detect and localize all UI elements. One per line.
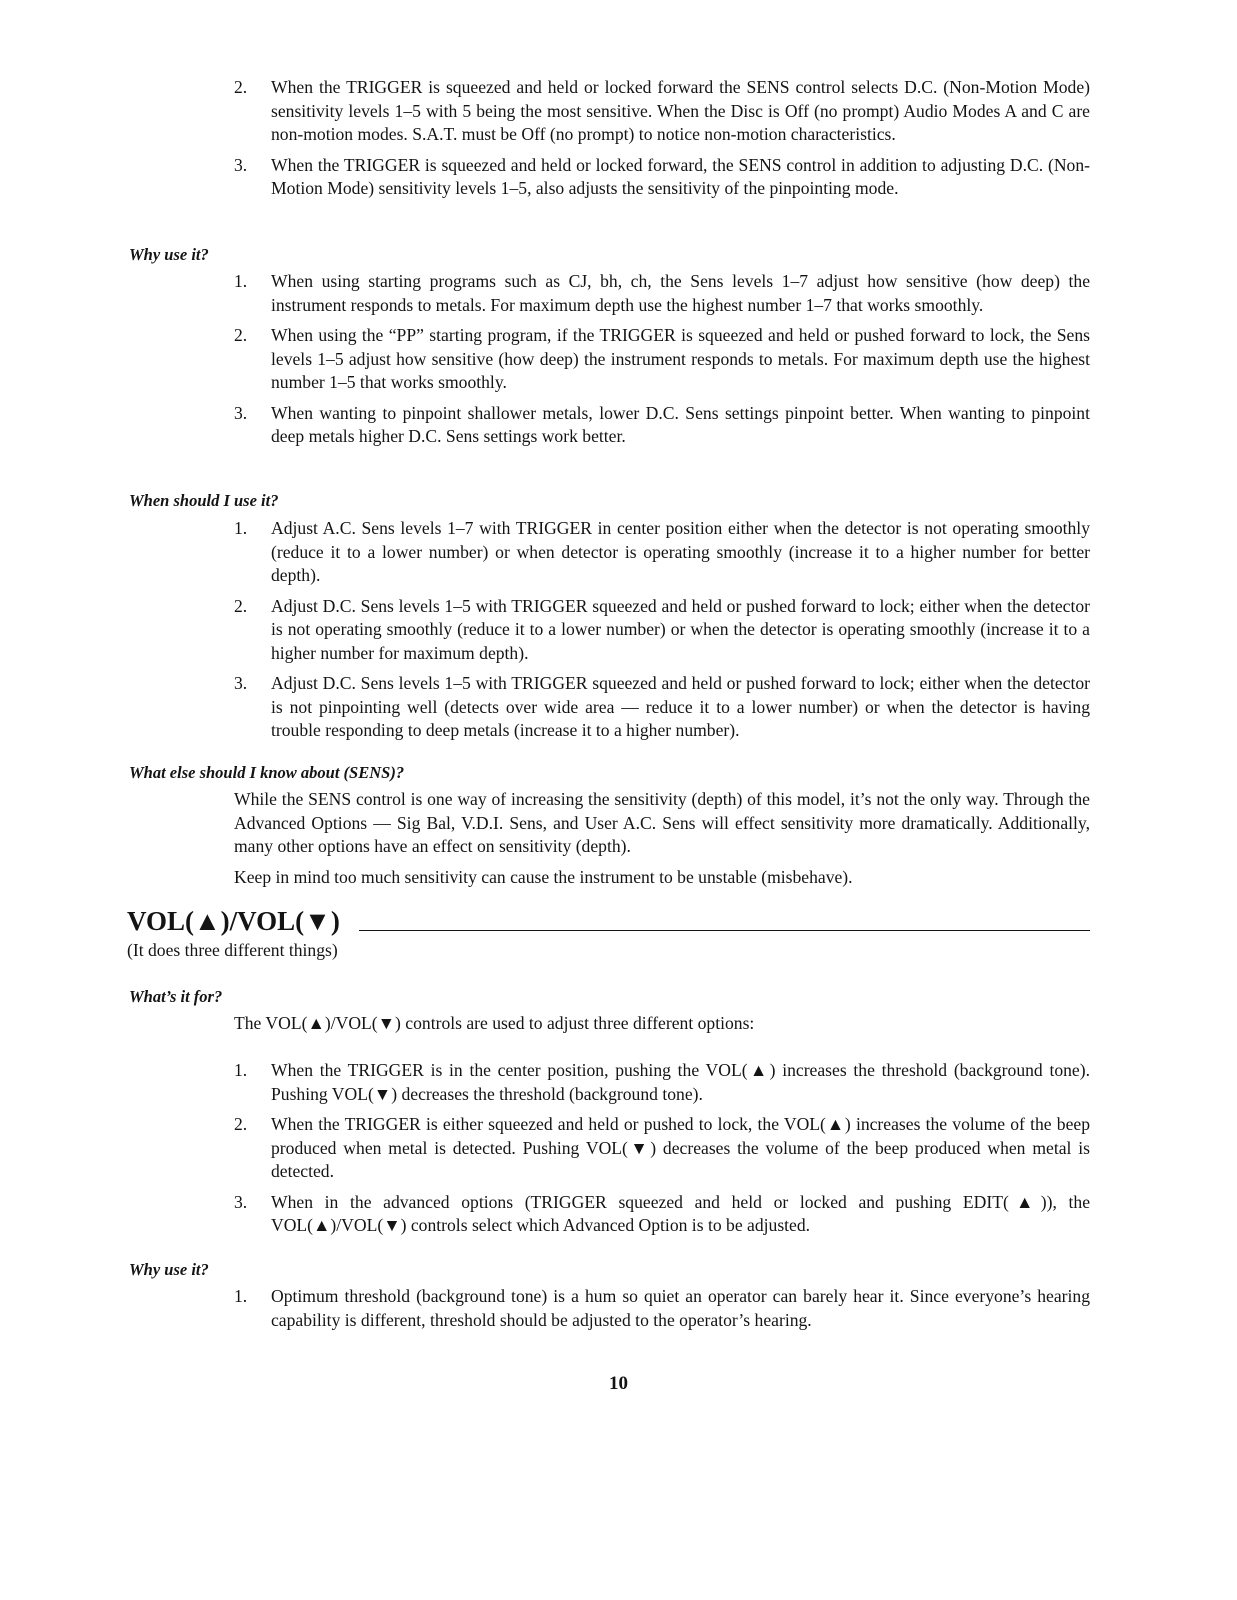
list-item: 3. When wanting to pinpoint shallower metals, lower D.C. Sens settings pinpoint better. When wanting to pinpoint deep metals higher D.C. Sens settings work better. — [234, 402, 1090, 446]
list-item: 2. When the TRIGGER is either squeezed and held or pushed to lock, the VOL(▲) increases the volume of the beep produced when metal is detected. Pushing VOL(▼) decreases the volume of the beep produced when metal is detected. — [234, 1114, 1090, 1181]
why-use-it-list — [0, 270, 1237, 456]
page-number: 10 — [609, 1373, 628, 1394]
list-item: 1. Adjust A.C. Sens levels 1–7 with TRIGGER in center position either when the detector is not operating smoothly (reduce it to a lower number) or when detector is operating smoothly (increase it to a higher number for better depth). — [234, 518, 1090, 585]
whats-it-for-list — [0, 1059, 1237, 1245]
sens-note-paragraph: While the SENS control is one way of increasing the sensitivity (depth) of this model, it’s not the only way. Through the Advanced Options — Sig Bal, V.D.I. Sens, and User A.C. Sens will effect sensitivity more dramatically. Additionally, many other options have an effect on sensitivity (depth). — [234, 789, 1090, 856]
list-item: 2. When the TRIGGER is squeezed and held or locked forward the SENS control selects D.C. (Non-Motion Mode) sensitivity levels 1–5 with 5 being the most sensitive. When the Disc is Off (no prompt) Audio Modes A and C are non-motion modes. S.A.T. must be Off (no prompt) to notice non-motion characteristics. — [234, 77, 1090, 144]
section-subtitle: (It does three different things) — [127, 940, 338, 960]
list-item: 3. When in the advanced options (TRIGGER squeezed and held or locked and pushing EDIT(▲)), the VOL(▲)/VOL(▼) controls select which Advanced Option is to be adjusted. — [234, 1191, 1090, 1235]
when-should-i-use-it-label: When should I use it? — [129, 491, 279, 510]
list-item: 1. Optimum threshold (background tone) is a hum so quiet an operator can barely hear it. Since everyone’s hearing capability is different, threshold should be adjusted to the operator’s hearing. — [234, 1286, 1090, 1330]
list-item: 1. When the TRIGGER is in the center position, pushing the VOL(▲) increases the threshold (background tone). Pushing VOL(▼) decreases the threshold (background tone). — [234, 1060, 1090, 1104]
what-else-label: What else should I know about (SENS)? — [129, 763, 405, 782]
why-use-it-label: Why use it? — [129, 245, 209, 264]
section-title: VOL(▲)/VOL(▼) — [127, 906, 340, 936]
heading-rule — [359, 930, 1090, 931]
why-use-it-label: Why use it? — [129, 1260, 209, 1279]
sens-top-list — [0, 76, 1237, 208]
vol-why-list — [0, 1285, 1237, 1339]
list-item: 1. When using starting programs such as CJ, bh, ch, the Sens levels 1–7 adjust how sensitive (how deep) the instrument responds to metals. For maximum depth use the highest number 1–7 that works smoothly. — [234, 271, 1090, 315]
list-item: 3. When the TRIGGER is squeezed and held or locked forward, the SENS control in addition to adjusting D.C. (Non-Motion Mode) sensitivity levels 1–5, also adjusts the sensitivity of the pinpointing mode. — [234, 154, 1090, 198]
list-item: 2. Adjust D.C. Sens levels 1–5 with TRIGGER squeezed and held or pushed forward to lock; either when the detector is not operating smoothly (reduce it to a lower number) or when the detector is operating smoothly (increase it to a higher number for maximum depth). — [234, 595, 1090, 663]
list-item: 2. When using the “PP” starting program, if the TRIGGER is squeezed and held or pushed forward to lock, the Sens levels 1–5 adjust how sensitive (how deep) the instrument responds to metals. For maximum depth use the highest number 1–5 that works smoothly. — [234, 325, 1090, 392]
when-should-i-use-it-list — [0, 517, 1237, 750]
list-item: 3. Adjust D.C. Sens levels 1–5 with TRIGGER squeezed and held or pushed forward to lock; either when the detector is not pinpointing well (detects over wide area — reduce it to a lower number) or when the detector is having trouble responding to deep metals (increase it to a higher number). — [234, 673, 1090, 740]
whats-it-for-label: What’s it for? — [129, 987, 223, 1006]
sens-warning-paragraph: Keep in mind too much sensitivity can cause the instrument to be unstable (misbehave). — [234, 867, 853, 887]
vol-intro-paragraph: The VOL(▲)/VOL(▼) controls are used to adjust three different options: — [234, 1013, 755, 1033]
